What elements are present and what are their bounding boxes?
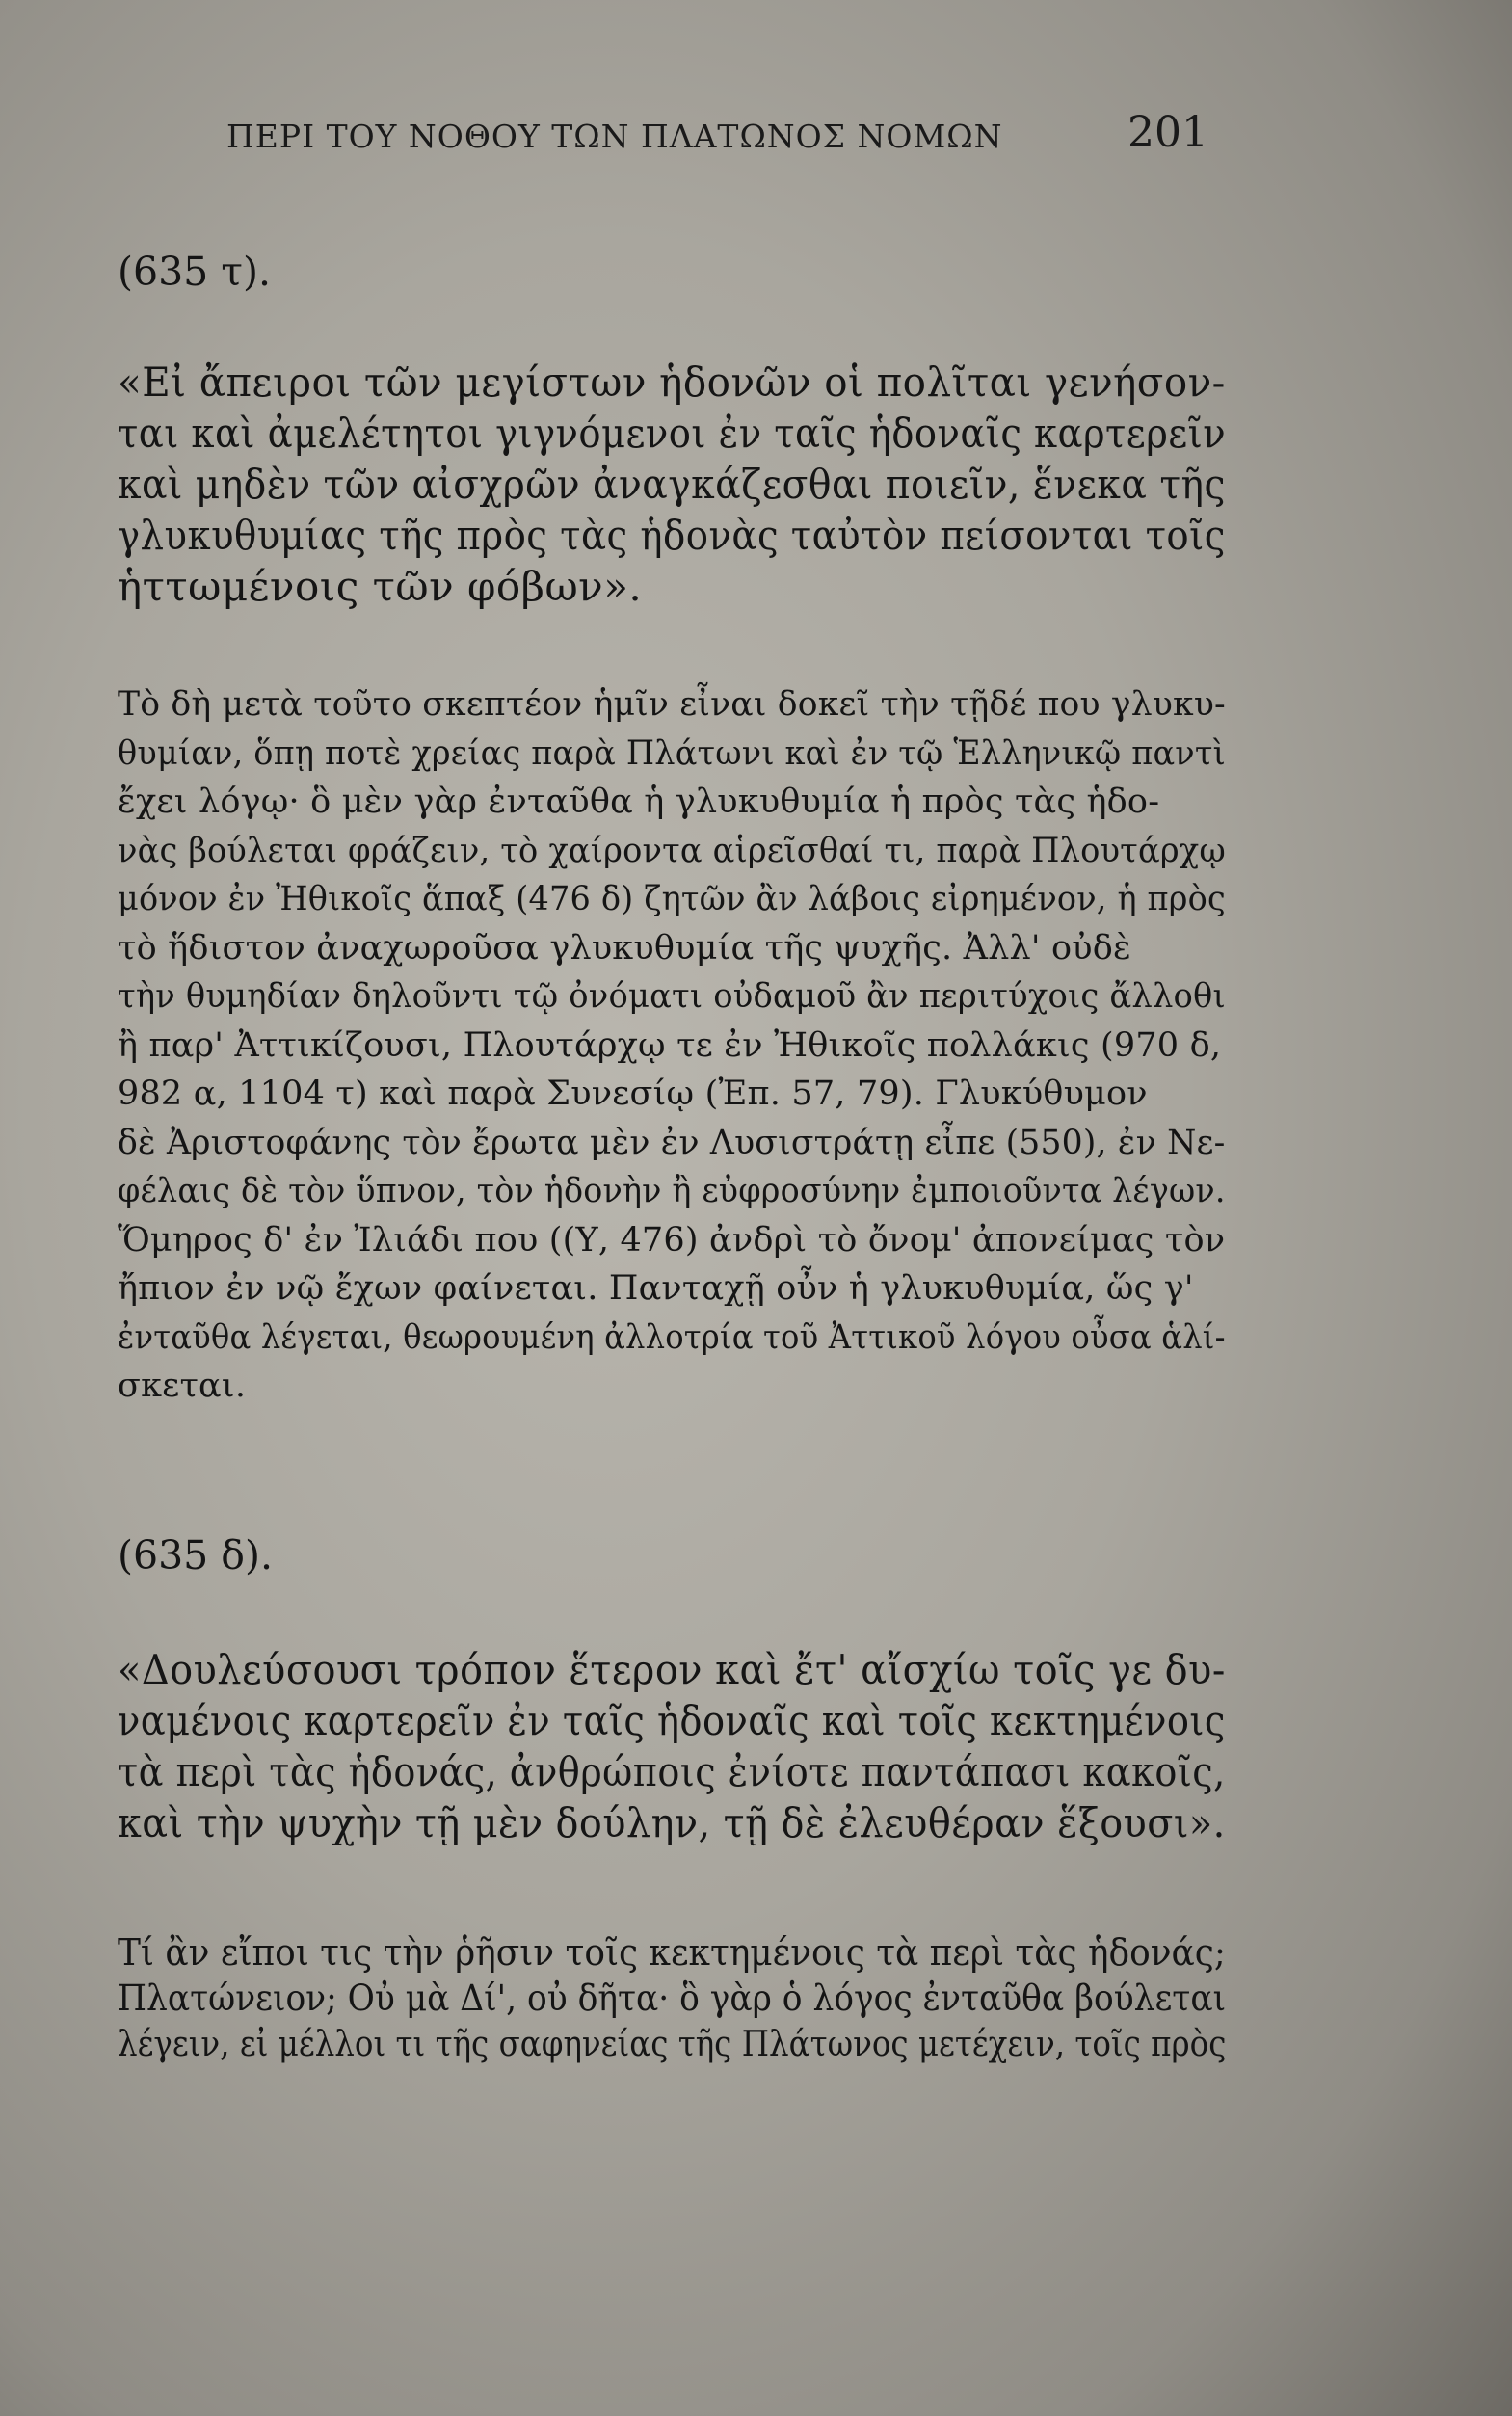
quote-line: «Εἰ ἄπειροι τῶν μεγίστων ἡδονῶν οἱ πολῖται γενήσον- xyxy=(118,358,1226,406)
commentary-line: Ὅμηρος δ' ἐν Ἰλιάδι που ((Υ, 476) ἀνδρὶ τὸ ὄνομ' ἀπονείμας τὸν xyxy=(118,1220,1226,1260)
quote-line: γλυκυθυμίας τῆς πρὸς τὰς ἡδονὰς ταὐτὸν πείσονται τοῖς xyxy=(118,512,1226,559)
commentary-line: τὴν θυμηδίαν δηλοῦντι τῷ ὀνόματι οὐδαμοῦ ἂν περιτύχοις ἄλλοθι xyxy=(118,977,1226,1016)
commentary-paragraph xyxy=(118,680,1226,1411)
quote-line: «Δουλεύσουσι τρόπον ἕτερον καὶ ἔτ' αἴσχίω τοῖς γε δυ- xyxy=(118,1646,1226,1693)
commentary-line: δὲ Ἀριστοφάνης τὸν ἔρωτα μὲν ἐν Λυσιστράτῃ εἶπε (550), ἐν Νε- xyxy=(118,1123,1226,1162)
commentary-line: φέλαις δὲ τὸν ὕπνον, τὸν ἡδονὴν ἢ εὐφροσύνην ἐμποιοῦντα λέγων. xyxy=(118,1172,1226,1210)
page-number: 201 xyxy=(1127,108,1208,157)
commentary-line: ἤπιον ἐν νῷ ἔχων φαίνεται. Πανταχῇ οὖν ἡ γλυκυθυμία, ὥς γ' xyxy=(118,1269,1194,1308)
commentary-line: Τὸ δὴ μετὰ τοῦτο σκεπτέον ἡμῖν εἶναι δοκεῖ τὴν τῇδέ που γλυκυ- xyxy=(118,685,1226,724)
commentary-line: σκεται. xyxy=(118,1367,247,1405)
running-title: ΠΕΡΙ ΤΟΥ ΝΟΘΟΥ ΤΩΝ ΠΛΑΤΩΝΟΣ ΝΟΜΩΝ xyxy=(226,118,1003,155)
commentary-line: ἐνταῦθα λέγεται, θεωρουμένη ἀλλοτρία τοῦ Ἀττικοῦ λόγου οὖσα ἁλί- xyxy=(118,1317,1226,1357)
quote-line: καὶ μηδὲν τῶν αἰσχρῶν ἀναγκάζεσθαι ποιεῖν, ἕνεκα τῆς xyxy=(118,461,1226,508)
commentary-line: ἢ παρ' Ἀττικίζουσι, Πλουτάρχῳ τε ἐν Ἠθικοῖς πολλάκις (970 δ, xyxy=(118,1025,1222,1065)
commentary-line: Τί ἂν εἴποι τις τὴν ῥῆσιν τοῖς κεκτημένοις τὰ περὶ τὰς ἡδονάς; xyxy=(118,1931,1226,1974)
quote-line: ἡττωμένοις τῶν φόβων». xyxy=(118,563,643,610)
commentary-line: Πλατώνειον; Οὐ μὰ Δί', οὐ δῆτα· ὃ γὰρ ὁ λόγος ἐνταῦθα βούλεται xyxy=(118,1978,1227,2019)
commentary-line: 982 α, 1104 τ) καὶ παρὰ Συνεσίῳ (Ἐπ. 57, 79). Γλυκύθυμον xyxy=(118,1075,1148,1113)
quote-line: ναμένοις καρτερεῖν ἐν ταῖς ἡδοναῖς καὶ τοῖς κεκτημένοις xyxy=(118,1697,1226,1744)
commentary-line: μόνον ἐν Ἠθικοῖς ἅπαξ (476 δ) ζητῶν ἂν λάβοις εἰρημένον, ἡ πρὸς xyxy=(118,880,1226,918)
commentary-line: τὸ ἥδιστον ἀναχωροῦσα γλυκυθυμία τῆς ψυχῆς. Ἀλλ' οὐδὲ xyxy=(118,928,1132,968)
commentary-line: θυμίαν, ὅπῃ ποτὲ χρείας παρὰ Πλάτωνι καὶ ἐν τῷ Ἑλληνικῷ παντὶ xyxy=(118,733,1226,773)
quote-line: τὰ περὶ τὰς ἡδονάς, ἀνθρώποις ἐνίοτε παντάπασι κακοῖς, xyxy=(118,1748,1226,1795)
commentary-line: λέγειν, εἰ μέλλοι τι τῆς σαφηνείας τῆς Πλάτωνος μετέχειν, τοῖς πρὸς xyxy=(118,2025,1227,2064)
section-reference: (635 δ). xyxy=(118,1532,273,1579)
commentary-line: νὰς βούλεται φράζειν, τὸ χαίροντα αἱρεῖσθαί τι, παρὰ Πλουτάρχῳ xyxy=(118,831,1226,870)
quote-line: καὶ τὴν ψυχὴν τῇ μὲν δούλην, τῇ δὲ ἐλευθέραν ἕξουσι». xyxy=(118,1799,1226,1846)
commentary-paragraph xyxy=(118,1929,1226,2068)
quote-line: ται καὶ ἀμελέτητοι γιγνόμενοι ἐν ταῖς ἡδοναῖς καρτερεῖν xyxy=(118,410,1227,457)
quoted-passage xyxy=(118,1644,1226,1848)
section-reference: (635 τ). xyxy=(118,249,271,295)
quoted-passage xyxy=(118,357,1226,612)
commentary-line: ἔχει λόγῳ· ὃ μὲν γὰρ ἐνταῦθα ἡ γλυκυθυμία ἡ πρὸς τὰς ἡδο- xyxy=(118,783,1160,821)
